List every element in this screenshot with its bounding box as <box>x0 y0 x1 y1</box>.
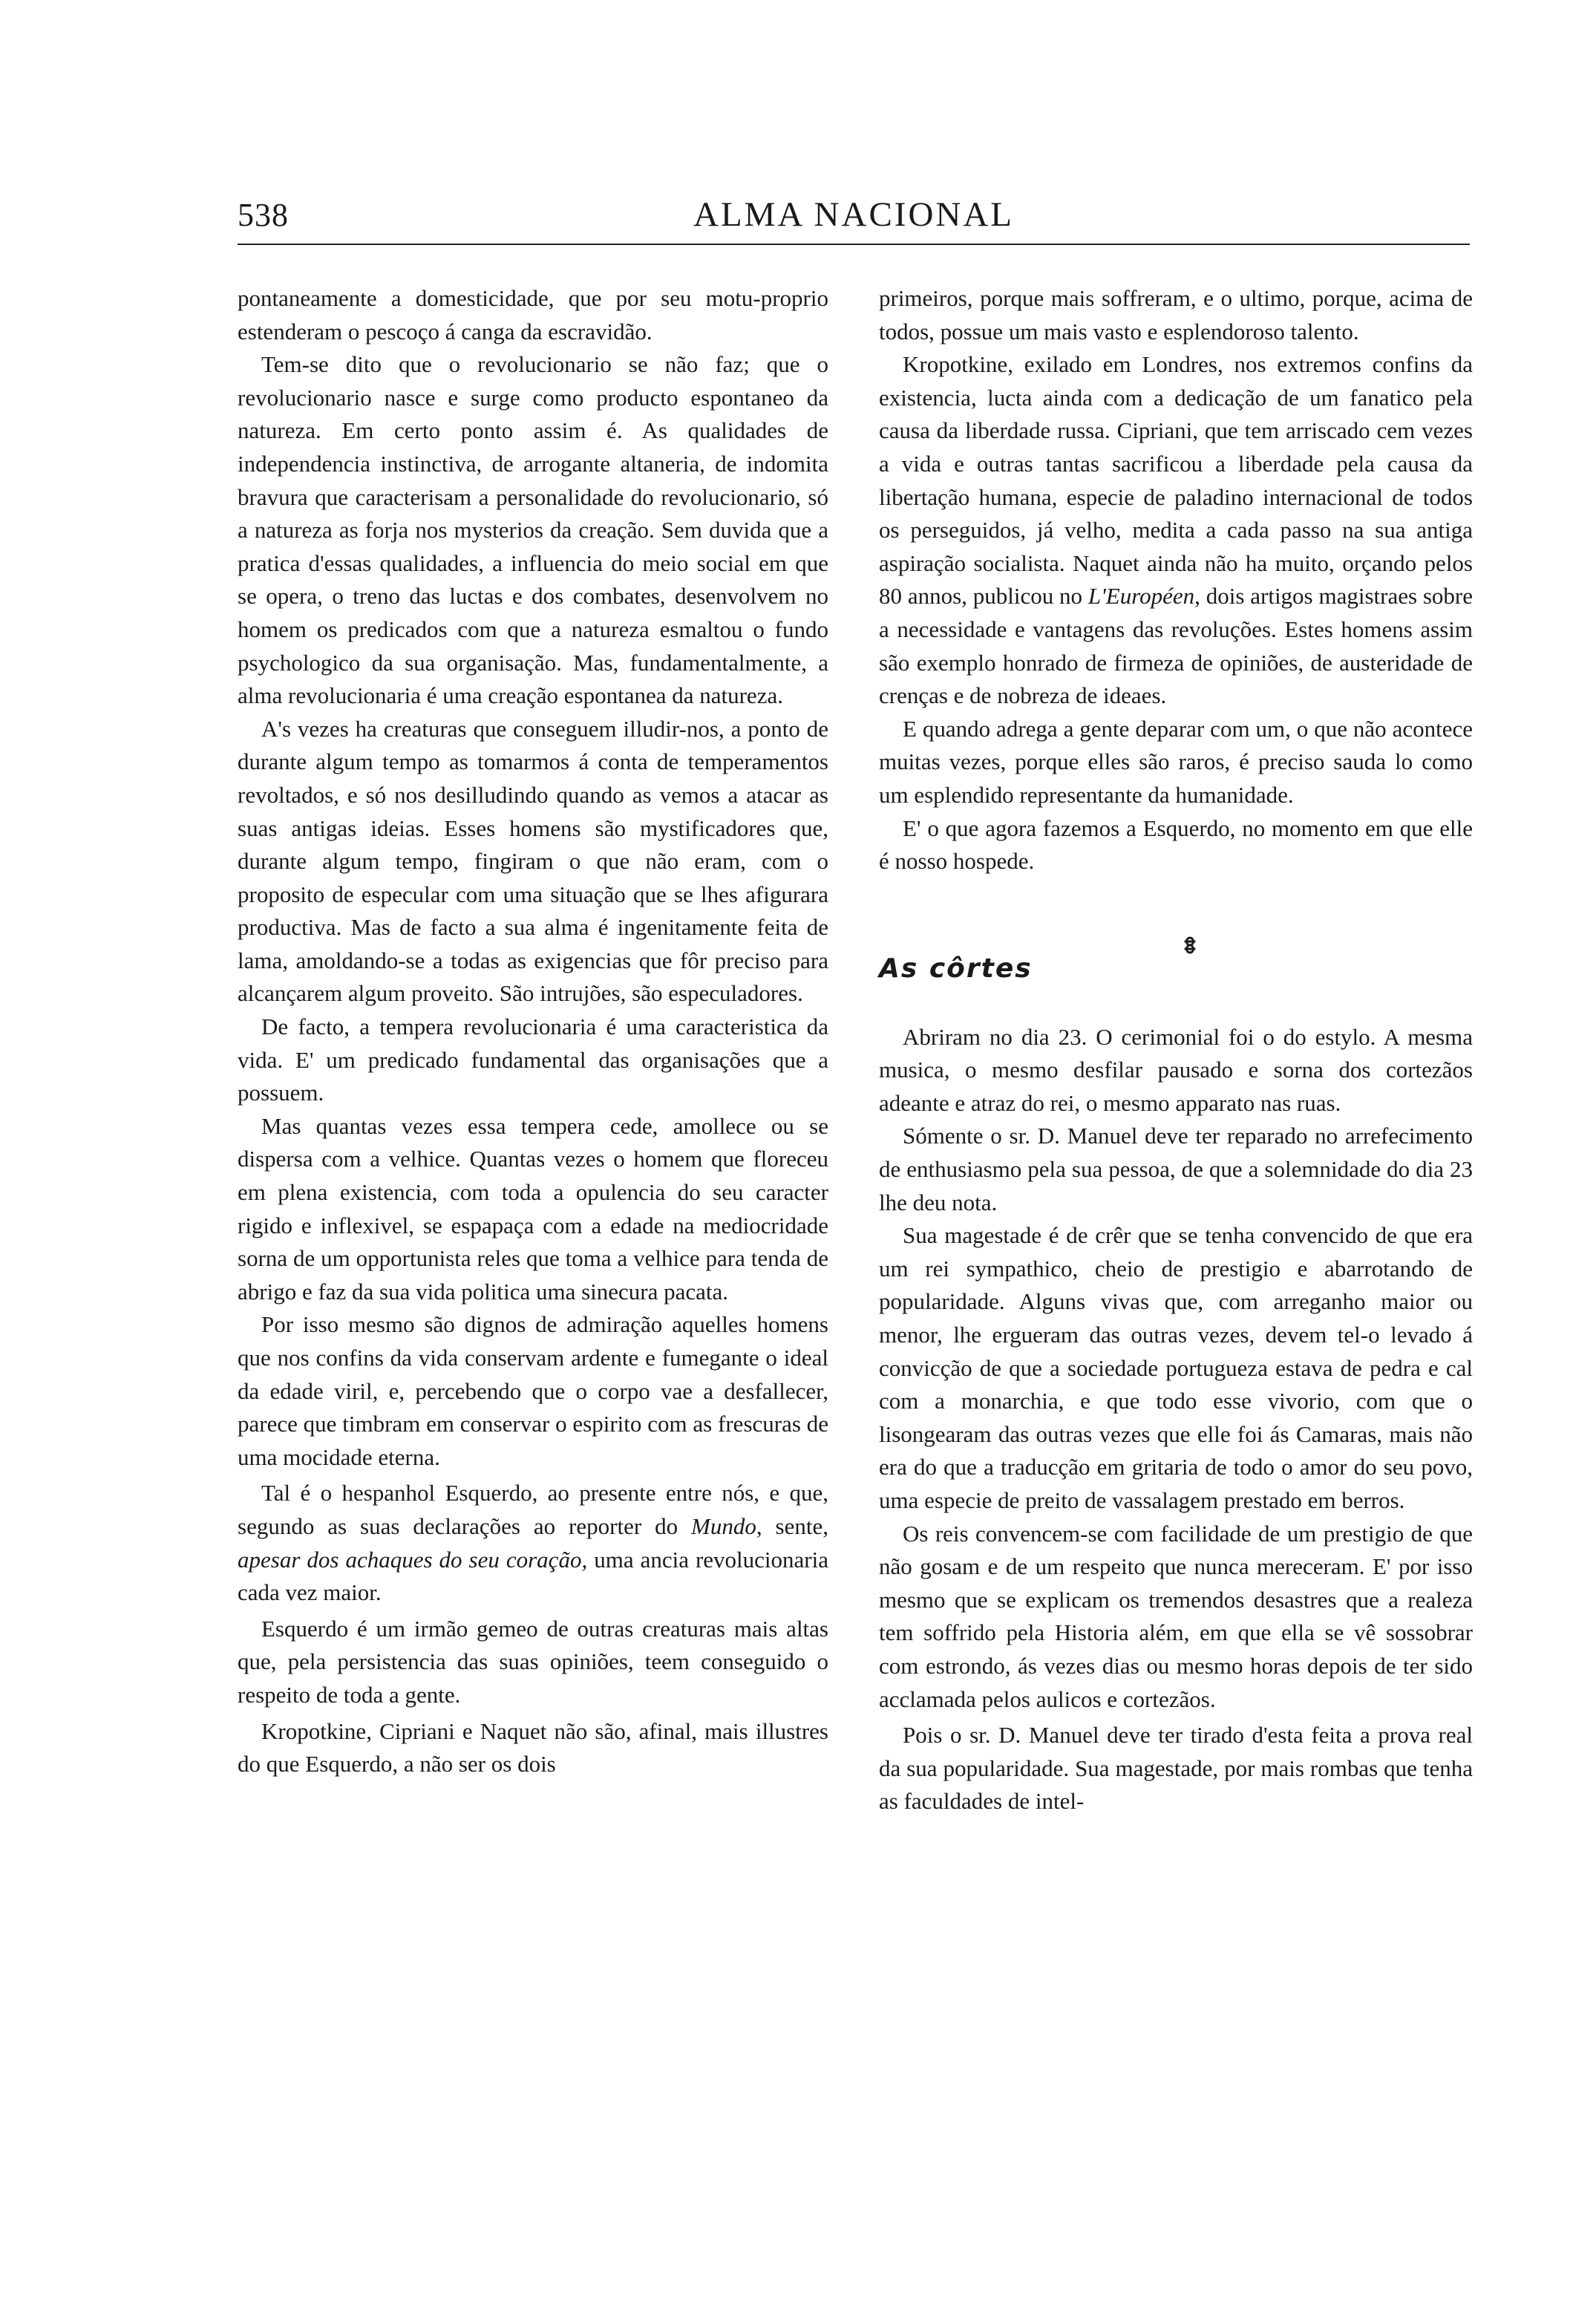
right-column <box>879 282 1473 1818</box>
paragraph: A's vezes ha creaturas que conseguem illudir-nos, a ponto de durante algum tempo as tomarmos á conta de temperamentos revoltados, e só nos desilludindo quando as vemos a atacar as suas antigas ideias. Esses homens são mystificadores que, durante algum tempo, fingiram o que não eram, com o proposito de especular com uma situação que se lhes afigurara productiva. Mas de facto a sua alma é ingenitamente feita de lama, amoldando-se a todas as exigencias que fôr preciso para alcançarem algum proveito. São intrujões, são especuladores. <box>238 715 828 1007</box>
paragraph <box>879 348 1473 713</box>
section-title: As côrtes <box>879 953 1033 984</box>
paragraph: Mas quantas vezes essa tempera cede, amollece ou se dispersa com a velhice. Quantas vezes o homem que floreceu em plena existencia, com toda a opulencia do seu caracter rigido e inflexivel, se espapaça com a edade na mediocridade sorna de um opportunista reles que toma a velhice para tenda de abrigo e faz da sua vida politica uma sinecura pacata. <box>238 1112 828 1305</box>
paragraph: E' o que agora fazemos a Esquerdo, no momento em que elle é nosso hospede. <box>879 815 1473 875</box>
paragraph: Sómente o sr. D. Manuel deve ter reparado no arrefecimento de enthusiasmo pela sua pessoa, de que a solemnidade do dia 23 lhe deu nota. <box>879 1123 1473 1215</box>
left-column <box>238 282 828 1781</box>
paragraph: Kropotkine, Cipriani e Naquet não são, afinal, mais illustres do que Esquerdo, a não ser os dois <box>238 1717 828 1778</box>
paragraph: Sua magestade é de crêr que se tenha convencido de que era um rei sympathico, cheio de prestigio e abarrotando de popularidade. Alguns vivas que, com arreganho maior ou menor, lhe ergueram das outras vezes, devem tel-o levado á convicção de que a sociedade portugueza estava de pedra e cal com a monarchia, e que todo esse vivorio, com que o lisongearam das outras vezes que elle foi ás Camaras, mais não era do que a traducção em gritaria de todo o amor do seu povo, uma especie de preito de vassalagem prestado em berros. <box>879 1222 1473 1513</box>
paragraph: Esquerdo é um irmão gemeo de outras creaturas mais altas que, pela persistencia das suas opiniões, teem conseguido o respeito de toda a gente. <box>238 1615 828 1708</box>
paragraph: pontaneamente a domesticidade, que por seu motu-proprio estenderam o pescoço á canga da escravidão. <box>238 285 828 345</box>
journal-name: L'Européen <box>1088 583 1195 610</box>
paragraph-text: , dois artigos magistraes sobre a necessidade e vantagens das revoluções. Estes homens assim são exemplo honrado de firmeza de opiniões, de austeridade de crenças e de nobreza de ideaes. <box>879 583 1474 709</box>
paragraph: Por isso mesmo são dignos de admiração aquelles homens que nos confins da vida conservam ardente e fumegante o ideal da edade viril, e, percebendo que o corpo vae a desfallecer, parece que timbram em conservar o espirito com as frescuras de uma mocidade eterna. <box>238 1311 828 1470</box>
ornament-icon: ꗊ <box>1183 933 1197 959</box>
paragraph: Os reis convencem-se com facilidade de um prestigio de que não gosam e de um respeito que nunca mereceram. E' por isso mesmo que se explicam os tremendos desastres que a realeza tem soffrido pela Historia além, em que ella se vê sossobrar com estrondo, ás vezes dias ou mesmo horas depois de ter sido acclamada pelos aulicos e cortezãos. <box>879 1520 1473 1712</box>
running-header <box>238 192 1470 245</box>
newspaper-name: Mundo <box>691 1512 756 1539</box>
paragraph-text: , sente, <box>756 1512 828 1539</box>
paragraph: Abriram no dia 23. O cerimonial foi o do estylo. A mesma musica, o mesmo desfilar pausado e sorna dos cortezãos adeante e atraz do rei, o mesmo apparato nas ruas. <box>879 1023 1473 1116</box>
paragraph: E quando adrega a gente deparar com um, o que não acontece muitas vezes, porque elles são raros, é preciso sauda lo como um esplendido representante da humanidade. <box>879 715 1473 808</box>
paragraph-text: Kropotkine, exilado em Londres, nos extremos confins da existencia, lucta ainda com a dedicação de um fanatico pela causa da liberdade russa. Cipriani, que tem arriscado cem vezes a vida e outras tantas sacrificou a liberdade pela causa da libertação humana, especie de paladino internacional de todos os perseguidos, já velho, medita a cada passo na sua antiga aspiração socialista. Naquet ainda não ha muito, orçando pelos 80 annos, publicou no <box>879 351 1473 610</box>
page-number: 538 <box>238 197 289 233</box>
quotation: apesar dos achaques do seu coração, <box>238 1546 588 1573</box>
paragraph: Pois o sr. D. Manuel deve ter tirado d'esta feita a prova real da sua popularidade. Sua magestade, por mais rombas que tenha as faculdades de intel- <box>879 1722 1473 1815</box>
paragraph-text: Tal é o hespanhol Esquerdo, ao presente entre nós, e que, segundo as suas declarações ao reporter do <box>238 1480 828 1539</box>
paragraph-text: uma ancia revolucionaria cada vez maior. <box>238 1546 828 1606</box>
running-title: ALMA NACIONAL <box>693 195 1014 234</box>
paragraph <box>238 1477 828 1609</box>
paragraph: Tem-se dito que o revolucionario se não faz; que o revolucionario nasce e surge como producto espontaneo da natureza. Em certo ponto assim é. As qualidades de independencia instinctiva, de arrogante altaneria, de indomita bravura que caracterisam a personalidade do revolucionario, só a natureza as forja nos mysterios da creação. Sem duvida que a pratica d'essas qualidades, a influencia do meio social em que se opera, o treno das luctas e dos combates, desenvolvem no homem os predicados com que a natureza esmaltou o fundo psychologico da sua organisação. Mas, fundamentalmente, a alma revolucionaria é uma creação espontanea da natureza. <box>238 351 828 709</box>
paragraph: primeiros, porque mais soffreram, e o ultimo, porque, acima de todos, possue um mais vasto e esplendoroso talento. <box>879 285 1473 345</box>
paragraph: De facto, a tempera revolucionaria é uma caracteristica da vida. E' um predicado fundamental das organisações que a possuem. <box>238 1014 828 1106</box>
